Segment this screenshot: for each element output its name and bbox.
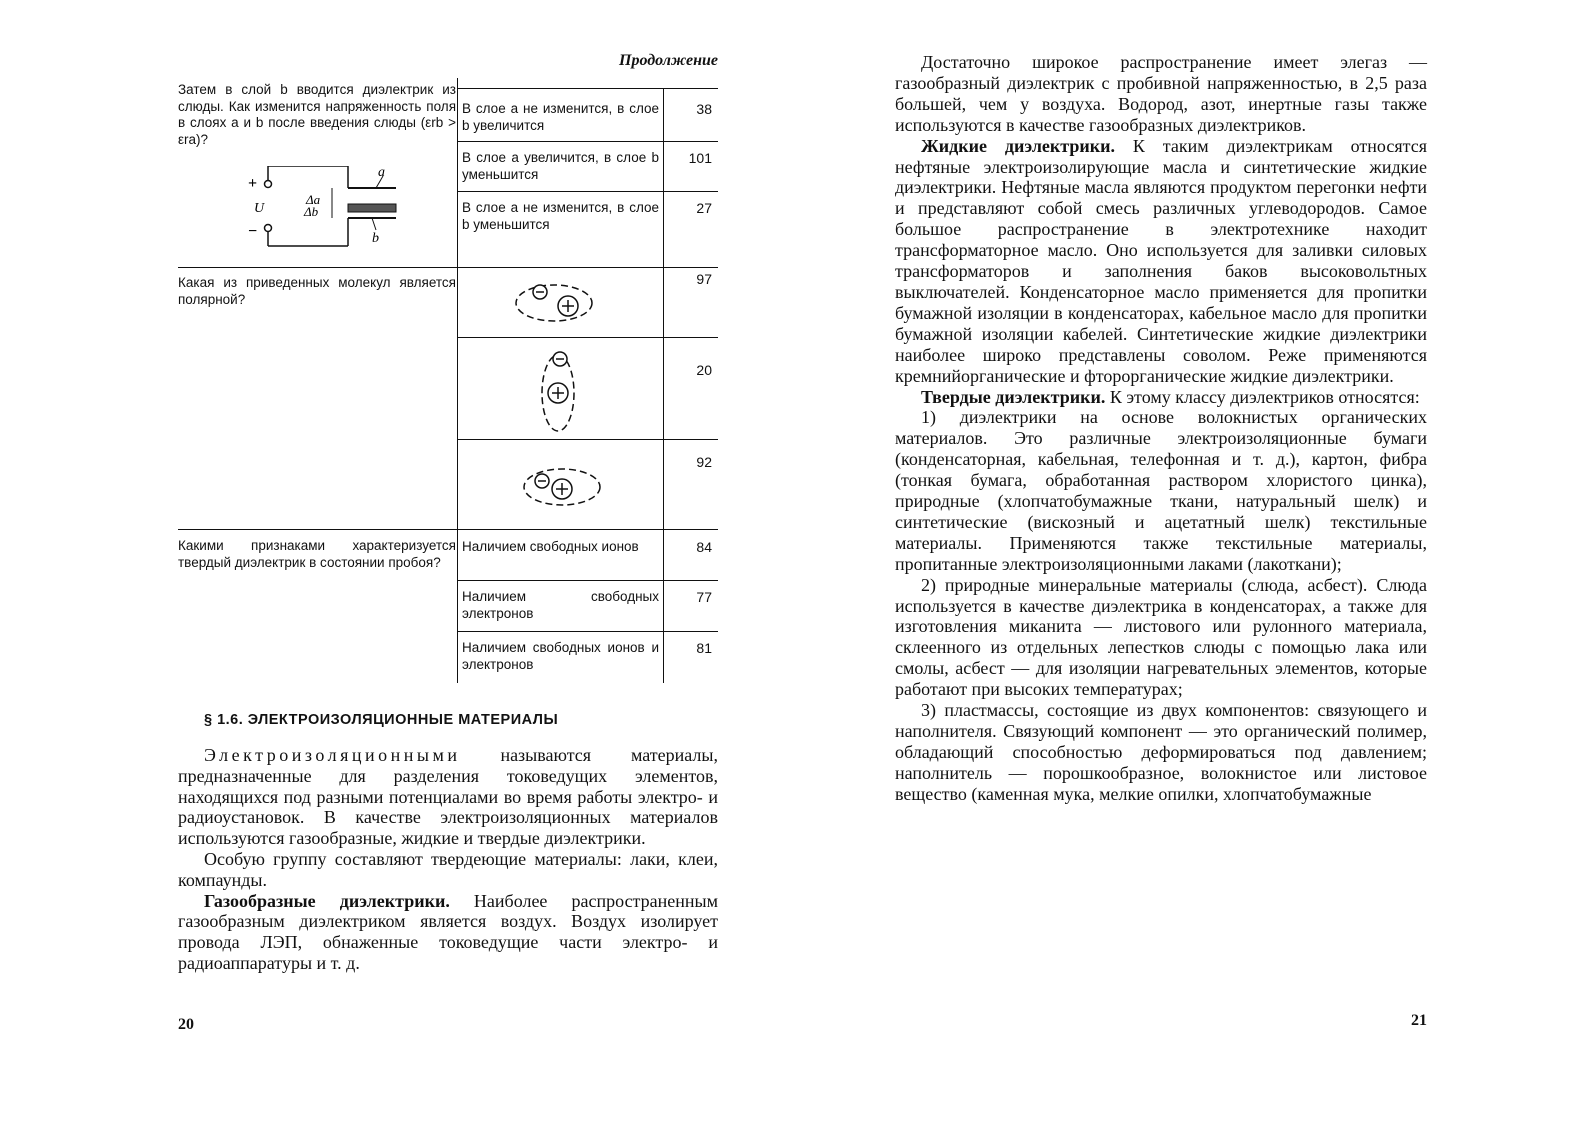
continuation-label: Продолжение xyxy=(619,52,718,69)
right-body-text xyxy=(895,52,1427,805)
paragraph-elegas: Достаточно широкое распространение имеет элегаз — газообразный диэлектрик с пробивной напряженностью, в 2,5 раза большей, чем у воздуха. Водород, азот, инертные газы также используются в качестве газообразных диэлектриков. xyxy=(895,52,1427,135)
molecule-answer-1 xyxy=(458,267,664,337)
capacitor-diagram xyxy=(248,166,408,262)
diagram-minus: − xyxy=(248,223,258,240)
diagram-da: Δa xyxy=(306,192,321,207)
molecule-answer-2-num: 20 xyxy=(664,337,718,439)
list-item-2: 2) природные минеральные материалы (слюда, асбест). Слюда используется в качестве диэлектрика в конденсаторах, а также для изготовления миканита — листового или рулонного материала, склеенного из отдельных лепестков слюды с помощью лака или смолы, асбест — для изоляции нагревательных элементов, которые работают при высоких температурах; xyxy=(895,574,1427,700)
molecule-answer-2 xyxy=(458,337,664,439)
molecule-horizontal-icon xyxy=(462,270,658,336)
answer-3-3-num: 81 xyxy=(664,631,718,683)
page-number-left: 20 xyxy=(178,1016,194,1033)
heading-gaseous: Газообразные диэлектрики. xyxy=(204,890,450,911)
section-title: § 1.6. ЭЛЕКТРОИЗОЛЯЦИОННЫЕ МАТЕРИАЛЫ xyxy=(204,712,559,728)
answer-3-2-num: 77 xyxy=(664,580,718,631)
answer-1-1-num: 38 xyxy=(664,88,718,141)
diagram-plus: + xyxy=(248,175,258,192)
answer-3-2: Наличием свободных электронов xyxy=(458,580,664,631)
molecule-answer-3 xyxy=(458,439,664,529)
heading-solid: Твердые диэлектрики. xyxy=(921,386,1106,407)
answer-1-2: В слое a увеличится, в слое b уменьшится xyxy=(458,141,664,191)
left-page xyxy=(178,0,718,1132)
spaced-term: Электроизоляционными xyxy=(204,745,461,765)
molecule-vertical-icon xyxy=(462,341,658,439)
question-3: Какими признаками характеризуется твердый диэлектрик в состоянии пробоя? xyxy=(178,538,456,570)
diagram-a: a xyxy=(378,166,385,180)
answer-1-3: В слое a не изменится, в слое b уменьшится xyxy=(458,191,664,267)
diagram-db: Δb xyxy=(304,204,319,219)
paragraph-gaseous: Газообразные диэлектрики. Наиболее распространенным газообразным диэлектриком является воздух. Воздух изолирует провода ЛЭП, обнаженные токоведущие части электро- и радиоаппаратуры и т. д. xyxy=(178,890,719,973)
paragraph-insulating: Электроизоляционными называются материалы, предназначенные для разделения токоведущих элементов, находящихся под разными потенциалами во время работы электро- и радиоустановок. В качестве электроизоляционных материалов используются газообразные, жидкие и твердые диэлектрики. xyxy=(178,745,718,849)
answer-3-1: Наличием свободных ионов xyxy=(458,529,664,580)
molecule-offset-icon xyxy=(462,443,658,529)
heading-liquid: Жидкие диэлектрики. xyxy=(921,135,1115,156)
answer-1-2-num: 101 xyxy=(664,141,718,191)
right-page xyxy=(895,0,1427,1132)
list-item-1: 1) диэлектрики на основе волокнистых органических материалов. Это различные электроизоляционные бумаги (конденсаторная, кабельная, телефонная и т. д.), картон, фибра (тонкая бумага, обработанная раствором хлористого цинка), природные (хлопчатобумажные ткани, натуральный шелк) и синтетические (вискозный и ацетатный шелк) текстильные материалы. Применяются также текстильные материалы, пропитанные электроизоляционными лаками (лакоткани); xyxy=(895,407,1427,574)
answer-3-3: Наличием свободных ионов и электронов xyxy=(458,631,664,683)
paragraph-hardening: Особую группу составляют твердеющие материалы: лаки, клеи, компаунды. xyxy=(178,848,718,890)
question-1: Затем в слой b вводится диэлектрик из слюды. Как изменится напряженность поля в слоях a и b после введения слюды (εrb > εra)? xyxy=(178,82,456,147)
question-2: Какая из приведенных молекул является полярной? xyxy=(178,275,456,307)
paragraph-liquid: Жидкие диэлектрики. К таким диэлектрикам относятся нефтяные электроизолирующие масла и синтетические жидкие диэлектрики. Нефтяные масла являются продуктом перегонки нефти и представляют собой смесь различных углеводородов. Самое большое распространение в электротехнике находит трансформаторное масло. Оно используется для заливки силовых трансформаторов и заполнения баков высоковольтных выключателей. Конденсаторное масло применяется для пропитки бумажной изоляции в конденсаторах, кабельное масло для пропитки бумажной изоляции кабелей. Синтетические жидкие диэлектрики наиболее широко представлены соволом. Реже применяются кремнийорганические и фторорганические жидкие диэлектрики. xyxy=(895,135,1427,386)
diagram-u: U xyxy=(254,201,265,216)
list-item-3: 3) пластмассы, состоящие из двух компонентов: связующего и наполнителя. Связующий компонент — это органический полимер, обладающий способностью деформироваться под давлением; наполнитель — порошкообразное, волокнистое или листовое вещество (каменная мука, мелкие опилки, хлопчатобумажные xyxy=(895,700,1427,804)
answer-1-3-num: 27 xyxy=(664,191,718,267)
molecule-answer-1-num: 97 xyxy=(696,271,712,287)
answer-1-1: В слое a не изменится, в слое b увеличится xyxy=(458,88,664,141)
molecule-answer-3-num: 92 xyxy=(664,439,718,529)
page-number-right: 21 xyxy=(1411,1012,1427,1029)
left-body-text xyxy=(178,745,718,974)
paragraph-solid: Твердые диэлектрики. К этому классу диэлектриков относятся: xyxy=(921,386,1420,407)
answer-3-1-num: 84 xyxy=(696,539,712,555)
diagram-b: b xyxy=(372,231,379,246)
